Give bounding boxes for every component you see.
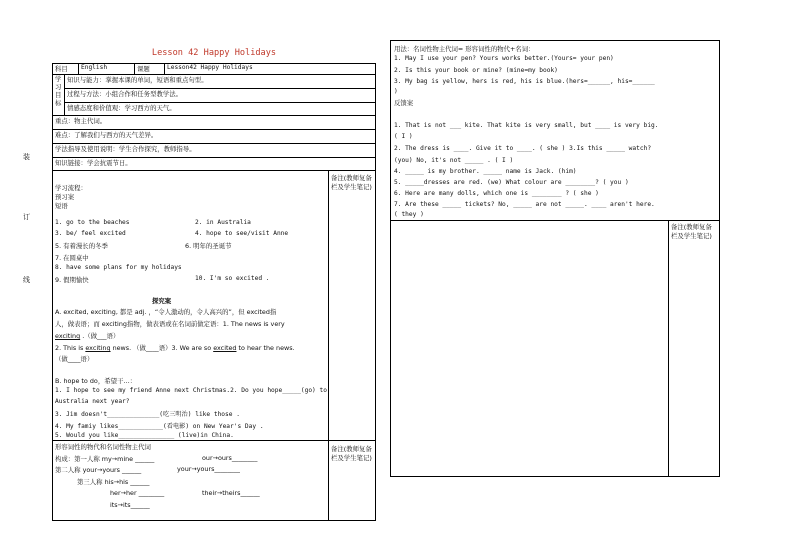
- objective-2: 过程与方法：小组合作和任务型教学法。: [65, 89, 376, 103]
- exercise-1: 1. That is not ___ kite. That kite is very small, but ____ is very big.: [394, 122, 659, 129]
- pronoun-1a: 构成：第一人称 my→mine ______: [55, 455, 155, 463]
- explore-a-line-3: exciting .（做___语）: [55, 332, 120, 340]
- notes-cell-1: 备注(教师复备栏及学生笔记): [329, 171, 376, 441]
- usage-1: 1. May I use your pen? Yours works better.(Yours= your pen): [394, 55, 614, 62]
- usage-title: 用法：名词性物主代词= 形容词性的物代+名词：: [394, 45, 535, 53]
- explore-a-line-5: （做____语）: [55, 355, 94, 363]
- exercise-1b: ( I ): [394, 133, 413, 140]
- phrase-8: 8. have some plans for my holidays: [55, 264, 182, 271]
- knowledge-link: 知识链接：学会抗震节日。: [53, 158, 376, 171]
- right-blank: [391, 221, 669, 477]
- right-page: [390, 40, 720, 477]
- left-page: [52, 42, 376, 515]
- exercise-2b: (you) No, it's not _____ . ( I ): [394, 157, 514, 164]
- key-point: 重点：物主代词。: [53, 116, 376, 130]
- pronoun-3a: 第三人称 his→his ______: [77, 478, 150, 486]
- phrase-1: 1. go to the beaches: [55, 219, 130, 226]
- notes-cell-2: 备注(教师复备栏及学生笔记): [329, 441, 376, 521]
- explore-a-line-2: 人，做表语；而 exciting指物，做表语或在名词前做定语：1. The news is very: [55, 320, 285, 328]
- pronoun-2b: your→yours________: [177, 465, 240, 473]
- explore-b-2: Australia next year?: [55, 398, 130, 405]
- page-title: Lesson 42 Happy Holidays: [151, 48, 277, 58]
- phrase-5: 5. 有着漫长的冬季: [55, 242, 108, 250]
- exercise-2: 2. The dress is ____. Give it to ____. ( she ) 3.Is this _____ watch?: [394, 145, 652, 152]
- subject-label: 科目: [53, 64, 79, 75]
- phrase-2: 2. in Australia: [195, 219, 251, 226]
- gutter-xian: 线: [23, 276, 30, 284]
- exercise-5: 5. _____dresses are red. (we) What colour are ________? ( you ): [394, 179, 629, 186]
- gutter-zhuang: 装: [23, 153, 30, 161]
- explore-b-3: 3. Jim doesn't______________(吃三明治) like those .: [55, 411, 240, 418]
- explore-b-title: B. hope to do，希望干…：: [55, 377, 137, 385]
- pronoun-2a: 第二人称 your→yours ______: [55, 466, 142, 474]
- usage-3-close: ): [394, 88, 398, 95]
- phrase-7: 7. 在圆桌中: [55, 254, 89, 262]
- explore-b-4: 4. My famiy likes____________(看电影) on New Year's Day .: [55, 423, 264, 430]
- pronoun-title: 形容词性的物代和名词性物主代词: [55, 443, 151, 451]
- usage-2: 2. Is this your book or mine? (mine=my book): [394, 67, 558, 74]
- lesson-table: [52, 63, 376, 521]
- pronoun-4a: her→her ________: [110, 489, 165, 497]
- phrase-9: 9. 假期愉快: [55, 276, 89, 284]
- objective-3: 情感态度和价值观：学习西方的天气。: [65, 103, 376, 116]
- pronoun-5a: its→its______: [110, 501, 150, 509]
- gutter-ding: 订: [23, 213, 30, 221]
- phrase-10: 10. I'm so excited .: [195, 275, 270, 282]
- phrase-4: 4. hope to see/visit Anne: [195, 230, 289, 237]
- subject-value: English: [79, 64, 135, 75]
- phrase-3: 3. be/ feel excited: [55, 230, 126, 237]
- right-table: [390, 40, 720, 477]
- exercise-6: 6. Here are many dolls, which one is ________ ? ( she ): [394, 190, 599, 197]
- pronoun-4b: their→theirs______: [202, 489, 260, 497]
- pronoun-1b: our→ours________: [202, 454, 258, 462]
- explore-b-5: 5. Would you like_______________ (live)in China.: [55, 432, 234, 439]
- phrase-6: 6. 明年的圣诞节: [185, 242, 232, 250]
- objectives-label: 学 习 目 标: [53, 75, 65, 116]
- objective-1: 知识与能力：掌握本课的单词，短语和重点句型。: [65, 75, 376, 89]
- exercise-7: 7. Are these _____ tickets? No, _____ are not _____. ____ aren't here.: [394, 201, 655, 208]
- explore-a-line-1: A. excited, exciting, 都是 adj. ，“令人激动的，令人高兴的”，但 excited指: [55, 308, 277, 316]
- exercise-7b: ( they ): [394, 211, 424, 218]
- usage-3: 3. My bag is yellow, hers is red, his is blue.(hers=______, his=______: [394, 78, 655, 85]
- notes-cell-3: 备注(教师复备栏及学生笔记): [669, 221, 720, 477]
- topic-value: Lesson42 Happy Holidays: [165, 64, 376, 75]
- feedback-heading: 反馈案: [394, 99, 414, 107]
- exercise-4: 4. _____ is my brother. _____ name is Jack. (him): [394, 168, 577, 175]
- topic-label: 课题: [135, 64, 165, 75]
- difficulty: 难点：了解我们与西方的天气差异。: [53, 130, 376, 144]
- explore-heading: 探究案: [152, 297, 172, 305]
- study-heading: 学习流程： 预习案 短语: [55, 184, 87, 210]
- explore-b-1: 1. I hope to see my friend Anne next Christmas.2. Do you hope_____(go) to: [55, 387, 327, 394]
- study-guidance: 学法指导及使用说明：学生合作探究，教师指导。: [53, 144, 376, 158]
- explore-a-line-4: 2. This is exciting news. （做____语）3. We are so excited to hear the news.: [55, 344, 295, 352]
